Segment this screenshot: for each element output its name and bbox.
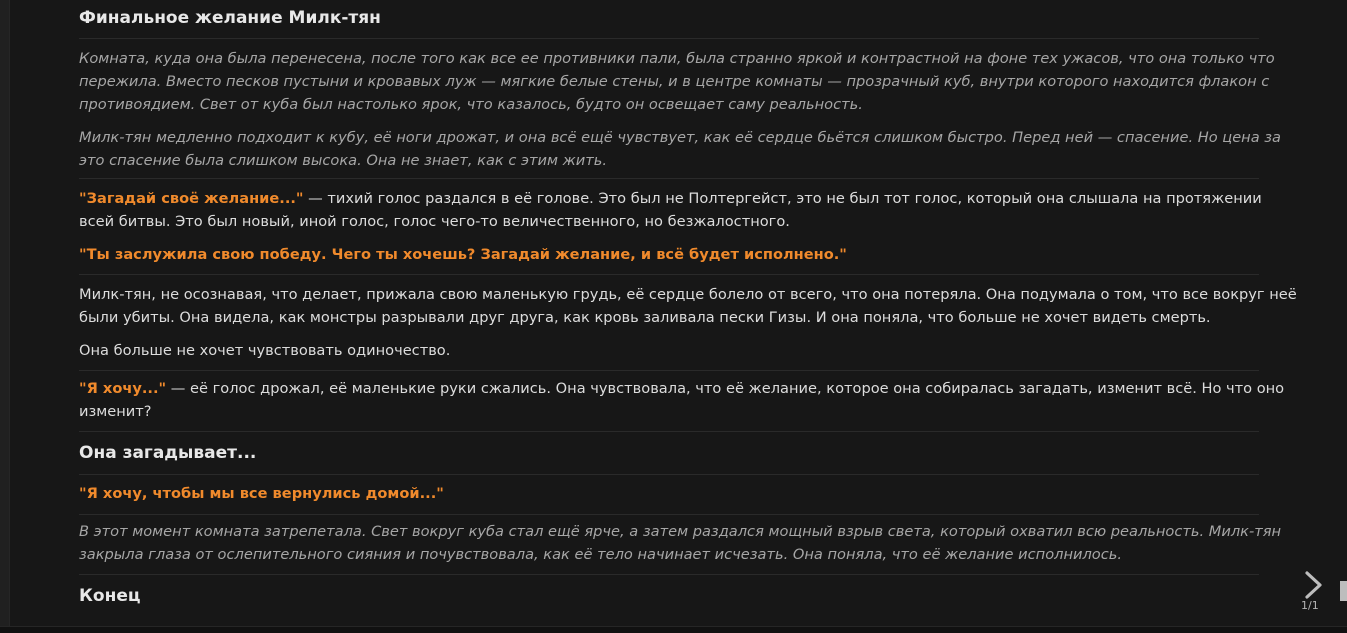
page-indicator: 1/1 [1301, 599, 1319, 612]
story-paragraph-6: Она больше не хочет чувствовать одиночество. [79, 342, 451, 359]
dialogue-text: — её голос дрожал, её маленькие руки сжались. Она чувствовала, что её желание, которое она собиралась загадать, изменит всё. Но что оно изменит? [79, 380, 1285, 420]
final-wish-quote: "Я хочу, чтобы мы все вернулись домой..." [79, 485, 444, 502]
divider [79, 370, 1259, 371]
divider [79, 38, 1259, 39]
dialogue-text: — тихий голос раздался в её голове. Это был не Полтергейст, это не был тот голос, который она слышала на протяжении всей битвы. Это был новый, иной голос, голос чего-то величественного, но безжалостного. [79, 190, 1262, 230]
narration-paragraph-1: Комната, куда она была перенесена, после того как все ее противники пали, была странно яркой и контрастной на фоне тех ужасов, что она только что пережила. Вместо песков пустыни и кровавых луж — мягкие белые стены, и в центре комнаты — прозрачный куб, внутри которого находится флакон с противоядием. Свет от куба был настолько ярок, что казалось, будто он освещает саму реальность. [79, 50, 1275, 113]
divider [79, 514, 1259, 515]
next-page-button[interactable] [1301, 570, 1327, 600]
dialogue-quote: "Загадай своё желание..." [79, 190, 304, 207]
section-heading: Она загадывает... [79, 443, 257, 463]
narration-paragraph-3: В этот момент комната затрепетала. Свет вокруг куба стал ещё ярче, а затем раздался мощный взрыв света, который охватил всю реальность. Милк-тян закрыла глаза от ослепительного сияния и почувствовала, как её тело начинает исчезать. Она поняла, что её желание исполнилось. [79, 523, 1282, 563]
ending-heading: Конец [79, 586, 141, 606]
dialogue-paragraph-1 [79, 187, 1299, 233]
dialogue-paragraph-2 [79, 377, 1299, 423]
dialogue-quote: "Я хочу..." [79, 380, 167, 397]
chevron-right-icon [1301, 570, 1327, 600]
story-paragraph-5: Милк-тян, не осознавая, что делает, прижала свою маленькую грудь, её сердце болело от всего, что она потеряла. Она подумала о том, что все вокруг неё были убиты. Она видела, как монстры разрывали друг друга, как кровь заливала пески Гизы. И она поняла, что больше не хочет видеть смерть. [79, 286, 1297, 326]
narration-paragraph-2: Милк-тян медленно подходит к кубу, её ноги дрожат, и она всё ещё чувствует, как её сердце бьётся слишком быстро. Перед ней — спасение. Но цена за это спасение была слишком высока. Она не знает, как с этим жить. [79, 129, 1281, 169]
dialogue-quote-paragraph: "Ты заслужила свою победу. Чего ты хочешь? Загадай желание, и всё будет исполнено." [79, 246, 847, 263]
divider [79, 474, 1259, 475]
story-title: Финальное желание Милк-тян [79, 8, 381, 28]
divider [79, 274, 1259, 275]
story-content [79, 0, 1299, 616]
divider [79, 178, 1259, 179]
scrollbar-thumb[interactable] [1340, 581, 1347, 601]
left-rail [0, 0, 10, 632]
